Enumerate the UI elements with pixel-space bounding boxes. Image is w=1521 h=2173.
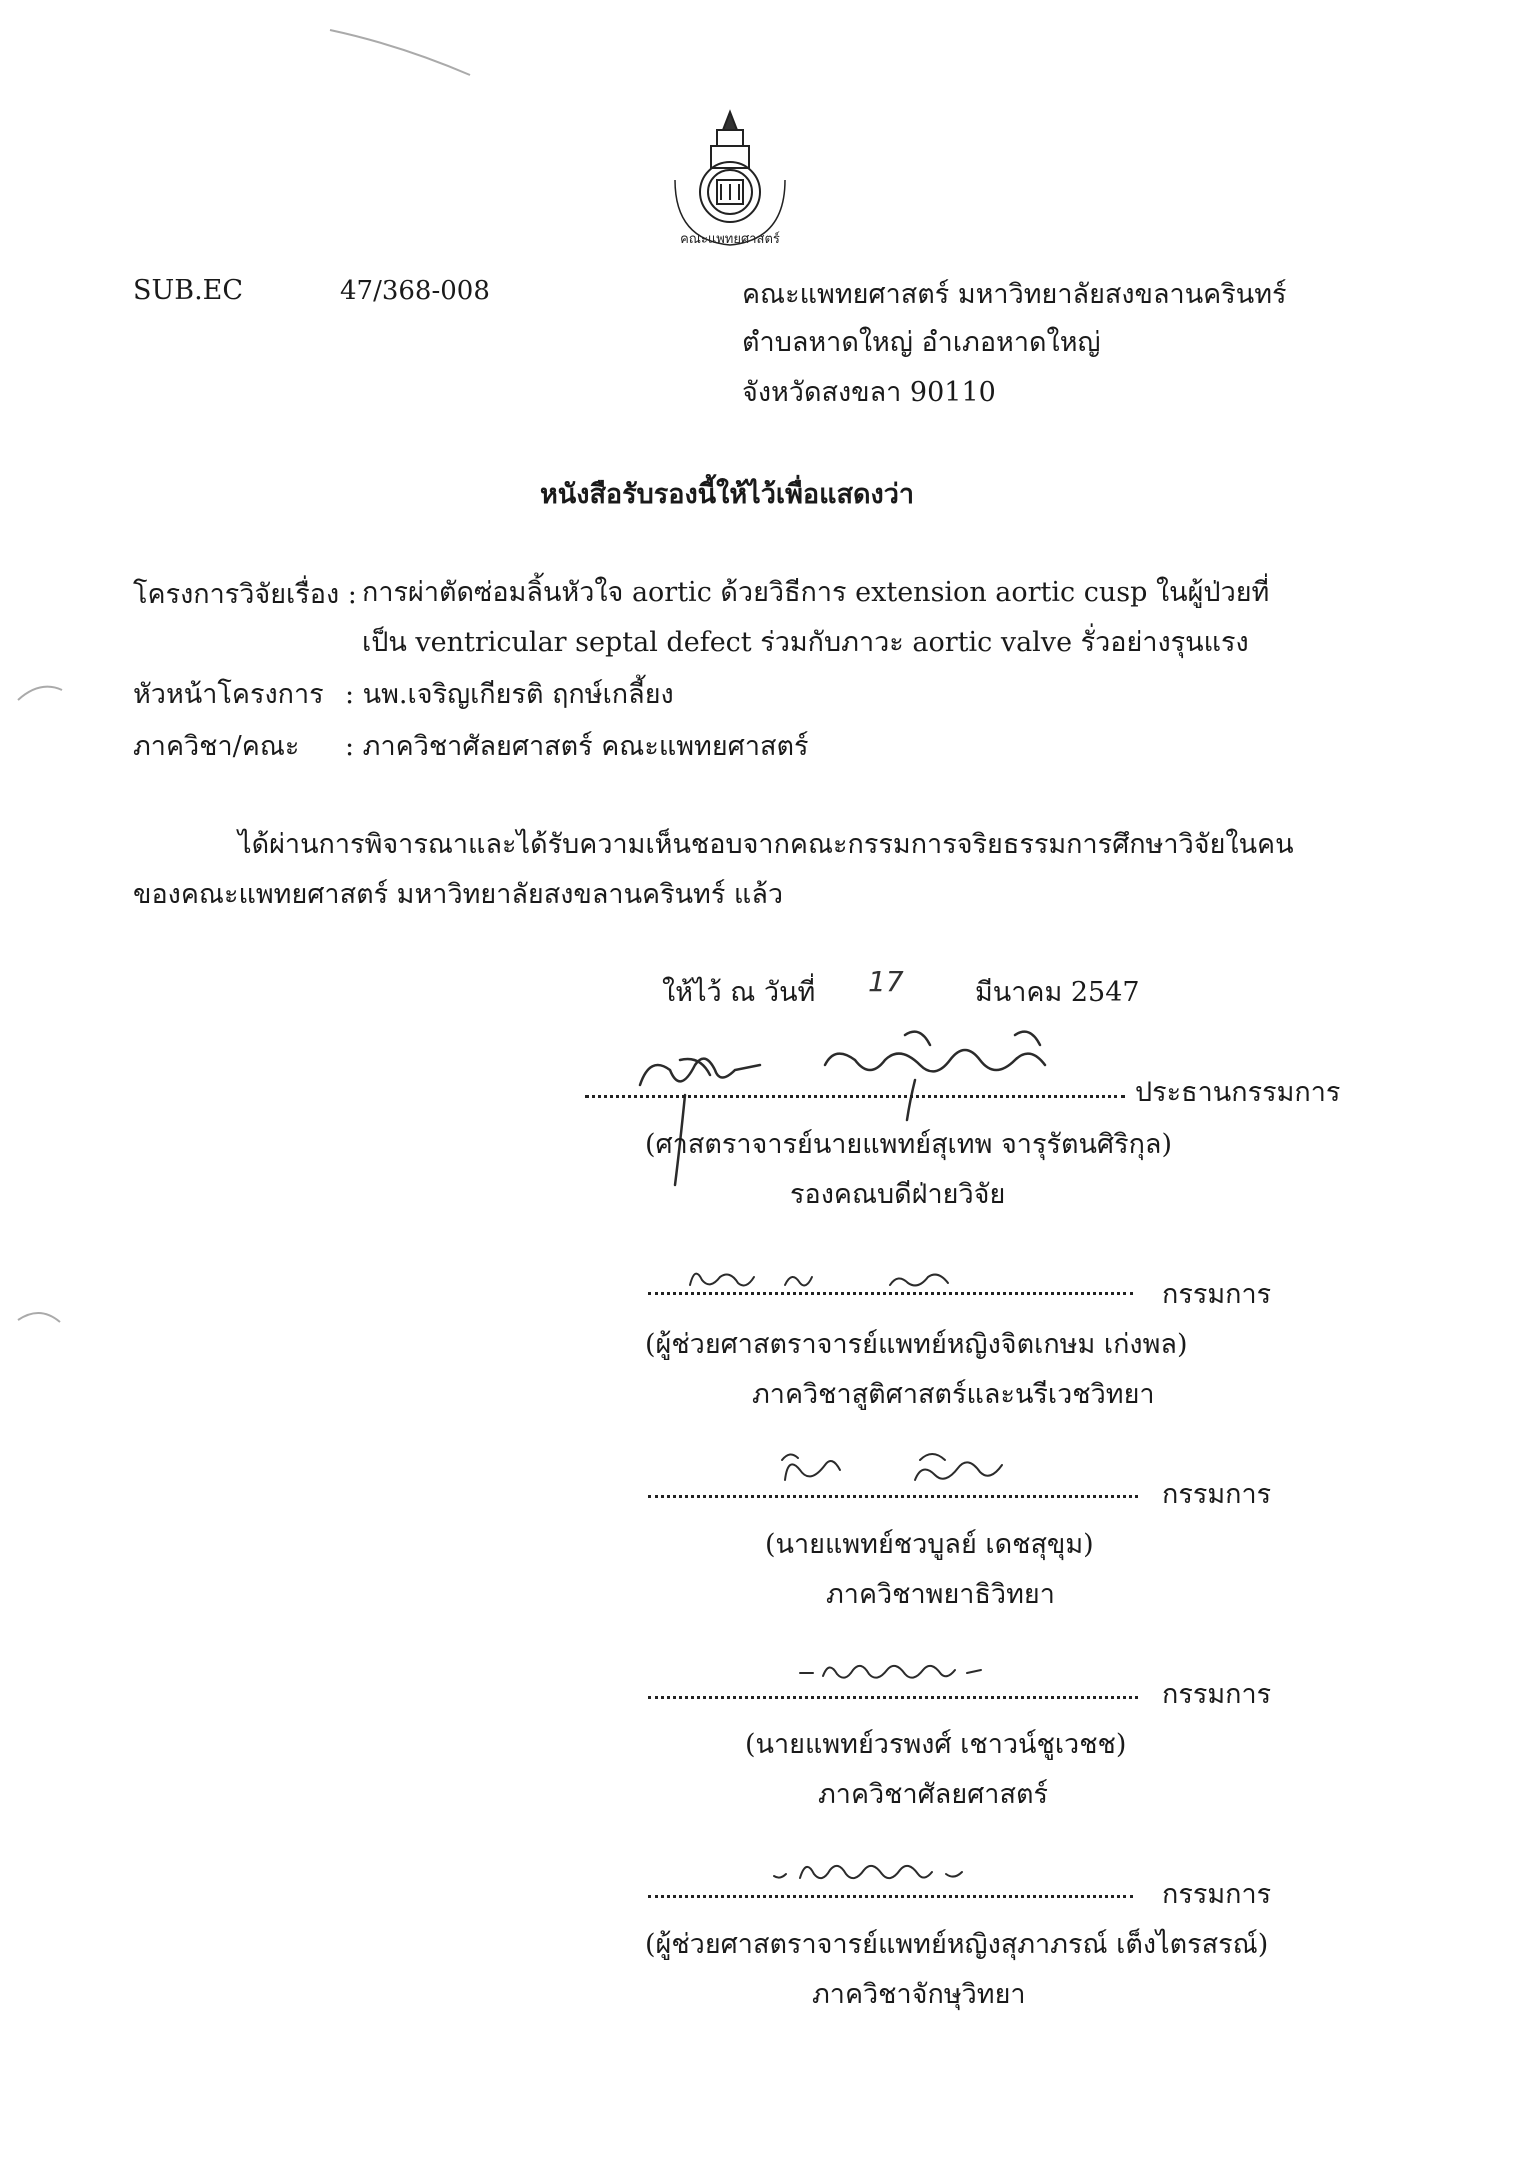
signature-line-5 xyxy=(648,1895,1133,1898)
signature-member-2 xyxy=(770,1440,1050,1500)
date-month-year: มีนาคม 2547 xyxy=(975,977,1140,1008)
project-head-label: หัวหน้าโครงการ xyxy=(133,679,324,710)
logo-lettering: คณะแพทยศาสตร์ xyxy=(680,232,780,247)
signature-line-3 xyxy=(648,1495,1138,1498)
signatory-3-name: (นายแพทย์ชวบูลย์ เดชสุขุม) xyxy=(765,1529,1094,1560)
signature-chairman xyxy=(620,1025,1140,1195)
signatory-5-role: กรรมการ xyxy=(1162,1879,1272,1910)
signatory-5-position: ภาควิชาจักษุวิทยา xyxy=(812,1979,1026,2010)
signatory-1-name: (ศาสตราจารย์นายแพทย์สุเทพ จารุรัตนศิริกุล) xyxy=(645,1129,1173,1160)
signatory-5-name: (ผู้ช่วยศาสตราจารย์แพทย์หญิงสุภาภรณ์ เต็งไตรสรณ์) xyxy=(645,1929,1269,1960)
project-head-value: : นพ.เจริญเกียรติ ฤกษ์เกลี้ยง xyxy=(345,679,674,710)
signatory-3-position: ภาควิชาพยาธิวิทยา xyxy=(826,1579,1055,1610)
signatory-2-role: กรรมการ xyxy=(1162,1279,1272,1310)
document-title: หนังสือรับรองนี้ให้ไว้เพื่อแสดงว่า xyxy=(540,479,915,510)
date-prefix: ให้ไว้ ณ วันที่ xyxy=(662,977,816,1008)
date-day: 17 xyxy=(868,965,904,998)
project-dept-value: : ภาควิชาศัลยศาสตร์ คณะแพทยศาสตร์ xyxy=(345,731,809,762)
approval-line-2: ของคณะแพทยศาสตร์ มหาวิทยาลัยสงขลานครินทร์ แล้ว xyxy=(133,879,784,910)
signature-member-3 xyxy=(795,1648,995,1688)
address-line-2: ตำบลหาดใหญ่ อำเภอหาดใหญ่ xyxy=(742,327,1101,358)
signature-line-1 xyxy=(585,1095,1125,1098)
project-label: โครงการวิจัยเรื่อง : xyxy=(133,579,357,610)
ref-code: SUB.EC xyxy=(133,275,244,306)
signature-line-4 xyxy=(648,1696,1138,1699)
project-dept-label: ภาควิชา/คณะ xyxy=(133,731,300,762)
signatory-2-name: (ผู้ช่วยศาสตราจารย์แพทย์หญิงจิตเกษม เก่งพล) xyxy=(645,1329,1188,1360)
signature-member-1 xyxy=(680,1255,1040,1305)
address-line-3: จังหวัดสงขลา 90110 xyxy=(742,377,996,408)
university-logo xyxy=(655,100,805,250)
signatory-1-position: รองคณบดีฝ่ายวิจัย xyxy=(790,1179,1006,1210)
signatory-3-role: กรรมการ xyxy=(1162,1479,1272,1510)
address-line-1: คณะแพทยศาสตร์ มหาวิทยาลัยสงขลานครินทร์ xyxy=(742,279,1287,310)
signature-member-4 xyxy=(770,1848,980,1888)
signatory-2-position: ภาควิชาสูติศาสตร์และนรีเวชวิทยา xyxy=(752,1379,1155,1410)
ref-number: 47/368-008 xyxy=(340,276,490,306)
signatory-4-role: กรรมการ xyxy=(1162,1679,1272,1710)
signatory-4-name: (นายแพทย์วรพงศ์ เชาวน์ชูเวชช) xyxy=(745,1729,1127,1760)
project-title-line-2: เป็น ventricular septal defect ร่วมกับภาวะ aortic valve รั่วอย่างรุนแรง xyxy=(362,627,1249,658)
signatory-1-role: ประธานกรรมการ xyxy=(1135,1077,1341,1108)
approval-line-1: ได้ผ่านการพิจารณาและได้รับความเห็นชอบจากคณะกรรมการจริยธรรมการศึกษาวิจัยในคน xyxy=(238,829,1294,860)
signature-line-2 xyxy=(648,1292,1133,1295)
signatory-4-position: ภาควิชาศัลยศาสตร์ xyxy=(818,1779,1048,1810)
project-title-line-1: การผ่าตัดซ่อมลิ้นหัวใจ aortic ด้วยวิธีการ extension aortic cusp ในผู้ป่วยที่ xyxy=(362,577,1270,608)
